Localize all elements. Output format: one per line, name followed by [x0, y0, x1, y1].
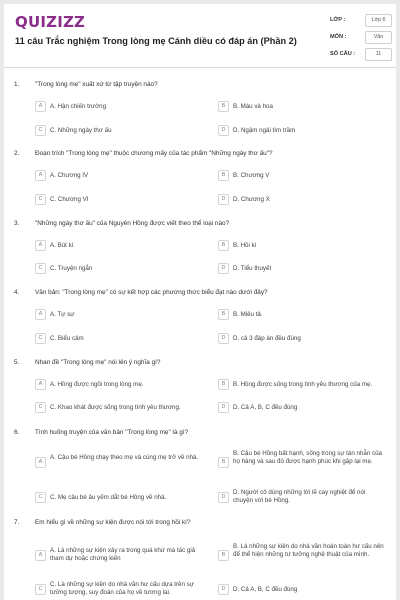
- option-letter-box: B: [218, 379, 229, 390]
- question-text: Văn bản: "Trong lòng mẹ" có sự kết hợp các phương thức biểu đạt nào dưới đây?: [35, 289, 268, 296]
- option-text: D. cả 3 đáp án đều đúng: [233, 334, 301, 342]
- option-letter-box: D: [218, 333, 229, 344]
- option-letter-box: A: [35, 309, 46, 320]
- option-text: A. Bút kí: [50, 241, 74, 249]
- question-row: [4, 519, 396, 533]
- option-letter-box: B: [218, 101, 229, 112]
- option-text: A. Tự sự: [50, 310, 75, 318]
- quizizz-logo: QUIZIZZ: [15, 13, 86, 31]
- option-text: C. Là những sự kiện do nhà văn hư cấu dựa trên sự tưởng tượng, suy đoán của họ về tương lai.: [50, 581, 194, 597]
- option-letter-box: A: [35, 550, 46, 561]
- question-number: 4.: [14, 289, 20, 296]
- option-letter-box: D: [218, 492, 229, 503]
- option-text: D. Cả A, B, C đều đúng: [233, 585, 298, 593]
- question-text: "Trong lòng mẹ" xuất xứ từ tập truyện nào?: [35, 81, 158, 88]
- question-number: 6.: [14, 429, 20, 436]
- option-letter-box: C: [35, 194, 46, 205]
- worksheet-header: [4, 4, 396, 68]
- option-letter-box: A: [35, 379, 46, 390]
- meta-value: Lớp 6: [365, 14, 392, 27]
- option-letter-box: A: [35, 101, 46, 112]
- question-number: 2.: [14, 150, 20, 157]
- option-letter-box: C: [35, 492, 46, 503]
- question-text: Đoạn trích "Trong lòng mẹ" thuộc chương mấy của tác phẩm "Những ngày thơ ấu"?: [35, 150, 273, 157]
- option-letter-box: A: [35, 170, 46, 181]
- question-number: 7.: [14, 519, 20, 526]
- option-letter-box: C: [35, 333, 46, 344]
- option-letter-box: B: [218, 240, 229, 251]
- option-text: D. Chương X: [233, 195, 270, 203]
- option-text: C. Chương VI: [50, 195, 89, 203]
- option-text: A. Hận chiến trường: [50, 102, 107, 110]
- option-text: B. Hồi kí: [233, 241, 257, 249]
- option-text: A. Là những sự kiện xảy ra trong quá khứ mà tác giả tham dự hoặc chứng kiến: [50, 547, 196, 563]
- option-letter-box: C: [35, 584, 46, 595]
- question-row: [4, 289, 396, 303]
- meta-row-subject: [330, 31, 394, 46]
- question-3: [4, 220, 396, 272]
- question-row: [4, 359, 396, 373]
- option-text: D. Ngậm ngải tìm trầm: [233, 126, 296, 134]
- option-text: D. Người cô dùng những lời lẽ cay nghiệt để nói chuyện với bé Hồng.: [233, 489, 366, 505]
- option-letter-box: B: [218, 457, 229, 468]
- option-letter-box: B: [218, 309, 229, 320]
- option-letter-box: B: [218, 170, 229, 181]
- question-text: Em hiểu gì về những sự kiện được nói tới trong hồi kí?: [35, 519, 191, 526]
- meta-panel: [330, 14, 394, 65]
- meta-row-grade: [330, 14, 394, 29]
- option-text: C. Khao khát được sống trong tình yêu thương.: [50, 403, 181, 411]
- question-text: Nhan đề "Trong lòng mẹ" nói lên ý nghĩa gì?: [35, 359, 161, 366]
- option-text: B. Miêu tả.: [233, 310, 263, 318]
- meta-value: Văn: [365, 31, 392, 44]
- worksheet-title: 11 câu Trắc nghiệm Trong lòng mẹ Cánh diều có đáp án (Phần 2): [15, 36, 297, 46]
- option-letter-box: C: [35, 402, 46, 413]
- question-number: 5.: [14, 359, 20, 366]
- question-1: [4, 81, 396, 134]
- option-letter-box: D: [218, 125, 229, 136]
- question-text: "Những ngày thơ ấu" của Nguyên Hồng được viết theo thể loại nào?: [35, 220, 230, 227]
- meta-row-count: [330, 48, 394, 63]
- meta-label: MÔN :: [330, 34, 347, 40]
- meta-value: 11: [365, 48, 392, 61]
- option-text: A. Hồng được ngồi trong lòng mẹ.: [50, 380, 144, 388]
- worksheet-page: [4, 4, 396, 600]
- question-6: [4, 429, 396, 505]
- option-text: D. Tiểu thuyết: [233, 264, 272, 272]
- question-row: [4, 150, 396, 164]
- question-text: Tình huống truyện của văn bản "Trong lòng mẹ" là gì?: [35, 429, 189, 436]
- option-text: A. Cậu bé Hồng chạy theo mẹ và cùng mẹ trở về nhà.: [50, 454, 199, 461]
- option-letter-box: C: [35, 125, 46, 136]
- option-text: B. Máu và hoa: [233, 102, 273, 110]
- option-letter-box: D: [218, 263, 229, 274]
- question-number: 1.: [14, 81, 20, 88]
- option-text: B. Cậu bé Hồng bất hạnh, sống trong sự tàn nhẫn của họ hàng và sau đó được hạnh phúc khi gặp lại mẹ.: [233, 450, 382, 466]
- question-4: [4, 289, 396, 342]
- option-letter-box: D: [218, 584, 229, 595]
- question-number: 3.: [14, 220, 20, 227]
- option-letter-box: B: [218, 550, 229, 561]
- option-text: C. Truyện ngắn: [50, 264, 93, 272]
- option-letter-box: A: [35, 457, 46, 468]
- option-text: B. Hồng được sống trong tình yêu thương của mẹ.: [233, 380, 373, 388]
- question-7: [4, 519, 396, 597]
- question-5: [4, 359, 396, 411]
- question-2: [4, 150, 396, 203]
- option-text: C. Biểu cảm: [50, 334, 84, 342]
- option-letter-box: A: [35, 240, 46, 251]
- option-text: C. Mẹ cậu bé âu yếm dắt bé Hồng về nhà.: [50, 493, 167, 501]
- meta-label: SỐ CÂU :: [330, 51, 356, 57]
- option-letter-box: C: [35, 263, 46, 274]
- option-letter-box: D: [218, 194, 229, 205]
- question-row: [4, 429, 396, 443]
- option-text: A. Chương IV: [50, 171, 89, 179]
- option-text: B. Chương V: [233, 171, 270, 179]
- question-row: [4, 220, 396, 234]
- option-text: B. Là những sự kiện do nhà văn hoàn toàn hư cấu nên để thể hiện những tư tưởng nghệ thuật của mình.: [233, 543, 384, 559]
- meta-label: LỚP :: [330, 17, 346, 23]
- question-row: [4, 81, 396, 95]
- option-letter-box: D: [218, 402, 229, 413]
- option-text: C. Những ngày thơ ấu: [50, 126, 112, 134]
- option-text: D. Cả A, B, C đều đúng: [233, 403, 298, 411]
